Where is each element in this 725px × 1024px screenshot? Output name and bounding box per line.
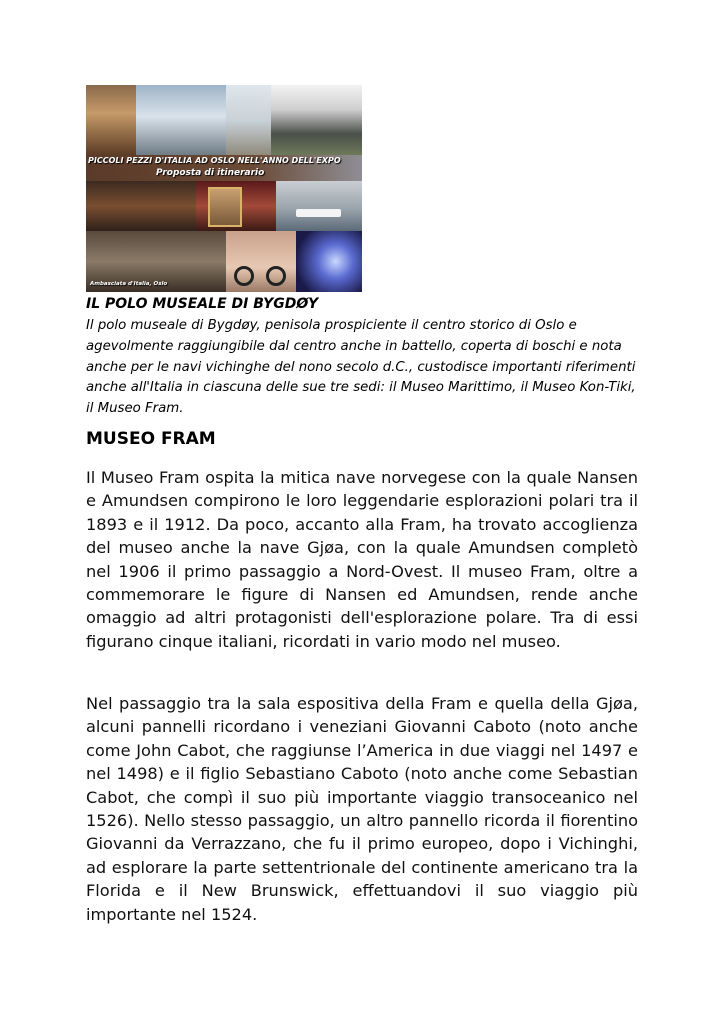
collage-photo-interior [86, 85, 136, 155]
section-heading: MUSEO FRAM [86, 429, 216, 449]
paragraph-1: Il Museo Fram ospita la mitica nave norvegese con la quale Nansen e Amundsen compirono le loro leggendarie esplorazioni polari tra il 1893 e il 1912. Da poco, accanto alla Fram, ha trovato accoglienza del museo anche la nave Gjøa, con la quale Amundsen completò nel 1906 il primo passaggio a Nord-Ovest. Il museo Fram, oltre a commemorare le figure di Nansen ed Amundsen, rende anche omaggio ad altri protagonisti dell'esplorazione polare. Tra di essi figurano cinque italiani, ricordati in vario modo nel museo. [86, 468, 638, 651]
collage-photo-painting [196, 181, 276, 231]
collage-photo-glass-art [296, 231, 362, 292]
collage-photo-ferry [276, 181, 362, 231]
collage-banner-title: PICCOLI PEZZI D'ITALIA AD OSLO NELL'ANNO DELL'EXPO [88, 156, 341, 165]
collage-footer: Ambasciata d'Italia, Oslo [90, 281, 168, 287]
paragraph-2: Nel passaggio tra la sala espositiva della Fram e quella della Gjøa, alcuni pannelli ricordano i veneziani Giovanni Caboto (noto anche come John Cabot, che raggiunse l’America in due viaggi nel 1497 e nel 1498) e il figlio Sebastiano Caboto (noto anche come Sebastian Cabot, che compì il suo più importante viaggio transoceanico nel 1526). Nello stesso passaggio, un altro pannello ricorda il fiorentino Giovanni da Verrazzano, che fu il primo europeo, dopo i Vichinghi, ad esplorare la parte settentrionale del continente americano tra la Florida e il New Brunswick, effettuandovi il suo viaggio più importante nel 1524. [86, 694, 638, 924]
collage-photo-building [136, 85, 226, 155]
itinerary-collage-image [86, 85, 362, 292]
caption-text: Il polo museale di Bygdøy, penisola prospiciente il centro storico di Oslo e agevolmente raggiungibile dal centro anche in battello, coperta di boschi e nota anche per le navi vichinghe del nono secolo d.C., custodisce importanti riferimenti anche all'Italia in ciascuna delle sue tre sedi: il Museo Marittimo, il Museo Kon-Tiki, il Museo Fram. [86, 318, 636, 417]
collage-photo-sculptures [86, 181, 196, 231]
collage-banner-subtitle: Proposta di itinerario [156, 168, 265, 178]
collage-photo-motorcycle [226, 231, 296, 292]
collage-photo-statue [226, 85, 271, 155]
caption-title: IL POLO MUSEALE DI BYGDØY [86, 296, 319, 312]
collage-photo-museum-exterior [271, 85, 362, 155]
